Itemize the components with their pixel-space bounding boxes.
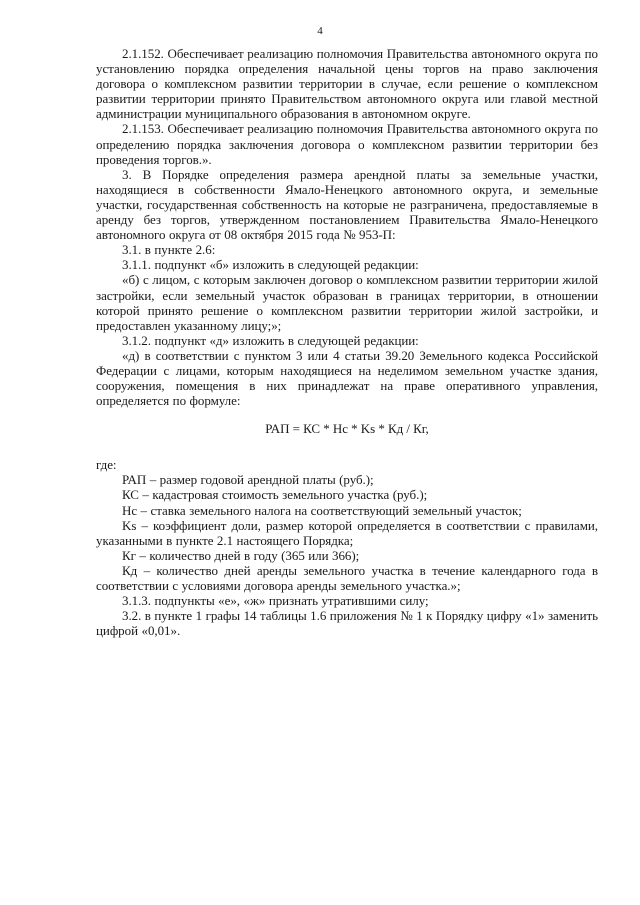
definition-ks-share: Ks – коэффициент доли, размер которой определяется в соответствии с правилами, указанными в пункте 2.1 настоящего Порядка; (96, 517, 598, 548)
paragraph-2-1-153: 2.1.153. Обеспечивает реализацию полномочия Правительства автономного округа по определению порядка заключения договора о комплексном развитии территории без проведения торгов.». (96, 121, 598, 167)
definition-rap: РАП – размер годовой арендной платы (руб.); (122, 472, 374, 488)
paragraph-2-1-152: 2.1.152. Обеспечивает реализацию полномочия Правительства автономного округа по установлению порядка определения начальной цены торгов на право заключения договора о комплексном развитии территории в случае, если решение о комплексном развитии территории принято Правительством автономного округа или главой местной администрации муниципального образования в автономном округе. (96, 46, 598, 122)
where-label: где: (96, 457, 117, 473)
page-number: 4 (317, 25, 323, 37)
paragraph-3-1: 3.1. в пункте 2.6: (122, 242, 216, 258)
document-body (96, 46, 598, 638)
definition-kg: Кг – количество дней в году (365 или 366); (122, 547, 360, 563)
quoted-subparagraph-d: «д) в соответствии с пунктом 3 или 4 статьи 39.20 Земельного кодекса Российской Федерации с лицами, которым находящиеся на неделимом земельном участке здания, сооружения, помещения в них принадлежат на праве оперативного управления, определяется по формуле: (96, 347, 598, 409)
paragraph-3: 3. В Порядке определения размера арендной платы за земельные участки, находящиеся в собственности Ямало-Ненецкого автономного округа, и земельные участки, государственная собственность на которые не разграничена, предоставляемые в аренду без торгов, утвержденном постановлением Правительства Ямало-Ненецкого автономного округа от 08 октября 2015 года № 953-П: (96, 166, 598, 243)
quoted-subparagraph-b: «б) с лицом, с которым заключен договор о комплексном развитии территории жилой застройки, если земельный участок образован в границах территории, в отношении которой принято решение о комплексном развитии территории жилой застройки, и предоставлен указанному лицу;»; (96, 272, 598, 333)
paragraph-3-1-1: 3.1.1. подпункт «б» изложить в следующей редакции: (122, 257, 419, 273)
definition-nc: Нс – ставка земельного налога на соответствующий земельный участок; (122, 502, 522, 518)
paragraph-3-1-3: 3.1.3. подпункты «е», «ж» признать утратившими силу; (122, 593, 429, 609)
rent-formula: РАП = КС * Нс * Ks * Кд / Кг, (265, 421, 429, 437)
definition-kd: Кд – количество дней аренды земельного участка в течение календарного года в соответствии с условиями договора аренды земельного участка.»; (96, 562, 598, 593)
definition-ks-cadastral: КС – кадастровая стоимость земельного участка (руб.); (122, 487, 428, 503)
paragraph-3-2: 3.2. в пункте 1 графы 14 таблицы 1.6 приложения № 1 к Порядку цифру «1» заменить цифрой «0,01». (96, 608, 598, 639)
paragraph-3-1-2: 3.1.2. подпункт «д» изложить в следующей редакции: (122, 332, 419, 348)
